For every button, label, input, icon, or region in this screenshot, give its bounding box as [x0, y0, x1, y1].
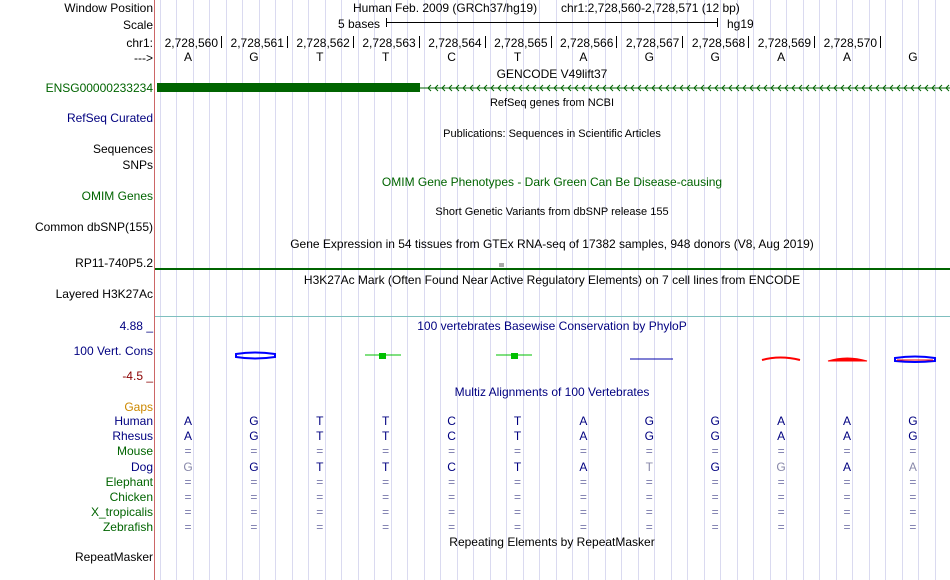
alignment-base: = [843, 474, 851, 489]
alignment-base: = [184, 490, 192, 504]
phylop-max-label: 4.88 _ [119, 319, 153, 333]
alignment-base: = [448, 520, 456, 535]
alignment-base: = [909, 444, 917, 459]
alignment-base: = [909, 505, 917, 520]
alignment-base: A [183, 414, 193, 428]
ruler-coordinate: 2,728,563 [362, 36, 416, 50]
alignment-base: = [711, 490, 719, 504]
ruler-tick [485, 36, 486, 48]
phylop-mark [895, 357, 935, 363]
scale-bar [386, 22, 717, 23]
alignment-species-label[interactable]: X_tropicalis [90, 505, 153, 520]
alignment-base: = [777, 520, 785, 535]
dbsnp-track-title[interactable]: Short Genetic Variants from dbSNP release 155 [435, 206, 669, 218]
window-position-label: Window Position [64, 1, 153, 15]
alignment-base: A [183, 429, 193, 444]
phylop-top-border [155, 316, 950, 317]
alignment-base: = [909, 520, 917, 535]
alignment-base: A [908, 459, 917, 474]
gencode-intron-line[interactable] [420, 80, 950, 96]
ruler-tick [814, 36, 815, 48]
phylop-track-title[interactable]: 100 vertebrates Basewise Conservation by PhyloP [417, 319, 687, 333]
assembly-title: Human Feb. 2009 (GRCh37/hg19) [353, 1, 538, 15]
phylop-mark [496, 353, 532, 359]
scale-label: Scale [122, 18, 153, 32]
ruler-tick [353, 36, 354, 48]
alignment-base: T [382, 459, 390, 474]
alignment-base: A [842, 459, 852, 474]
alignment-base: = [448, 444, 456, 459]
alignment-base: = [316, 444, 324, 459]
ruler-tick [419, 36, 420, 48]
alignment-base: = [382, 520, 390, 535]
alignment-species-label[interactable]: Mouse [116, 444, 153, 459]
alignment-species-label[interactable]: Rhesus [112, 429, 153, 444]
alignment-base: G [249, 459, 259, 474]
alignment-base: A [579, 414, 588, 428]
alignment-base: T [316, 429, 324, 444]
alignment-base: = [579, 490, 587, 504]
alignment-base: = [184, 505, 192, 520]
alignment-base: G [908, 429, 918, 444]
alignment-base: = [382, 505, 390, 520]
alignment-base: = [250, 520, 258, 535]
alignment-base: = [579, 505, 587, 520]
alignment-base: = [184, 444, 192, 459]
alignment-base: G [776, 459, 786, 474]
alignment-base: = [513, 474, 522, 489]
ruler-tick [682, 36, 683, 48]
h3k27ac-track-label[interactable]: Layered H3K27Ac [55, 287, 153, 301]
h3k27ac-track-title[interactable]: H3K27Ac Mark (Often Found Near Active Regulatory Elements) on 7 cell lines from ENCODE [303, 273, 801, 287]
refseq-track-label[interactable]: RefSeq Curated [66, 111, 153, 125]
alignment-base: = [777, 490, 785, 504]
alignment-base: = [579, 444, 587, 459]
ruler-tick [287, 36, 288, 48]
reference-base: A [579, 50, 588, 64]
alignment-base: = [843, 490, 851, 504]
alignment-base: A [777, 429, 786, 444]
alignment-base: T [645, 459, 653, 474]
alignment-base: = [711, 520, 719, 535]
ruler-coordinate: 2,728,564 [428, 36, 482, 50]
alignment-base: = [909, 474, 917, 489]
phylop-mark [828, 358, 867, 361]
alignment-base: = [513, 505, 522, 520]
alignment-base: C [447, 414, 456, 428]
gencode-track-title[interactable]: GENCODE V49lift37 [496, 67, 608, 81]
ruler-coordinate: 2,728,570 [823, 36, 877, 50]
alignment-base: = [250, 490, 258, 504]
alignment-base: = [645, 490, 653, 504]
alignment-base: A [842, 429, 852, 444]
phylop-track-label[interactable]: 100 Vert. Cons [73, 344, 153, 358]
alignment-base: = [909, 490, 917, 504]
alignment-base: A [777, 414, 786, 428]
alignment-base: = [513, 444, 522, 459]
alignment-base: C [447, 429, 456, 444]
gtex-gene-bar[interactable] [155, 268, 950, 270]
reference-base: G [644, 50, 654, 64]
publications-track-title[interactable]: Publications: Sequences in Scientific Articles [443, 128, 661, 140]
scale-value: 5 bases [338, 17, 381, 31]
alignment-base: = [777, 444, 785, 459]
alignment-base: = [448, 505, 456, 520]
alignment-species-label[interactable]: Human [114, 414, 153, 428]
ruler-tick [551, 36, 552, 48]
alignment-base: T [513, 414, 522, 428]
alignment-base: G [710, 429, 720, 444]
alignment-base: = [843, 520, 851, 535]
ruler-coordinate: 2,728,566 [560, 36, 614, 50]
alignment-base: = [579, 474, 587, 489]
gtex-track-title[interactable]: Gene Expression in 54 tissues from GTEx RNA-seq of 17382 samples, 948 donors (V8, Aug 2019) [290, 237, 814, 251]
alignment-base: = [645, 505, 653, 520]
alignment-base: = [316, 474, 324, 489]
omim-track-label[interactable]: OMIM Genes [81, 189, 153, 203]
alignment-base: = [250, 444, 258, 459]
ruler-coordinate: 2,728,569 [757, 36, 812, 50]
alignment-base: = [843, 505, 851, 520]
reference-base: G [249, 50, 259, 64]
alignment-base: G [908, 414, 918, 428]
alignment-base: T [382, 414, 390, 428]
omim-track-title[interactable]: OMIM Gene Phenotypes - Dark Green Can Be Disease-causing [381, 175, 723, 189]
alignment-base: = [184, 520, 192, 535]
sequences-track-label[interactable]: Sequences [92, 142, 153, 156]
alignment-base: = [316, 505, 324, 520]
phylop-min-label: -4.5 _ [122, 369, 153, 383]
alignment-species-label[interactable]: Dog [130, 459, 153, 474]
repeatmasker-track-label[interactable]: RepeatMasker [74, 550, 153, 564]
gencode-track-label[interactable]: ENSG00000233234 [45, 81, 153, 95]
gtex-track-label[interactable]: RP11-740P5.2 [75, 256, 153, 270]
repeatmasker-track-title[interactable]: Repeating Elements by RepeatMasker [449, 535, 655, 549]
alignment-base: G [183, 459, 193, 474]
alignment-base: = [645, 520, 653, 535]
alignment-base: G [249, 429, 259, 444]
alignment-base: G [249, 414, 259, 428]
alignment-base: = [382, 474, 390, 489]
alignment-base: = [382, 490, 390, 504]
reference-base: A [842, 50, 852, 64]
scale-bar-right-cap [717, 18, 718, 27]
phylop-mark [762, 358, 800, 361]
alignment-base: T [382, 429, 390, 444]
alignment-base: T [513, 459, 522, 474]
alignment-base: = [711, 474, 719, 489]
alignment-base: G [644, 414, 654, 428]
alignment-base: = [250, 474, 258, 489]
alignment-base: = [382, 444, 390, 459]
chrom-label: chr1: [126, 36, 153, 50]
position-text[interactable]: chr1:2,728,560-2,728,571 (12 bp) [561, 1, 740, 15]
alignment-base: = [579, 520, 587, 535]
alignment-base: = [843, 444, 851, 459]
scale-bar-left-cap [386, 18, 387, 27]
alignment-base: = [777, 505, 785, 520]
alignment-species-label[interactable]: Elephant [105, 474, 153, 489]
alignment-species-label[interactable]: Zebrafish [102, 520, 153, 535]
ruler-tick [616, 36, 617, 48]
alignment-base: A [579, 429, 588, 444]
ruler-coordinate: 2,728,562 [296, 36, 350, 50]
alignment-base: = [316, 520, 324, 535]
ruler-tick [880, 36, 881, 48]
phylop-mark [236, 353, 275, 359]
alignment-base: = [184, 474, 192, 489]
ruler-coordinate: 2,728,560 [164, 36, 218, 50]
ruler-tick [221, 36, 222, 48]
alignment-base: = [711, 505, 719, 520]
alignment-base: = [250, 505, 258, 520]
ruler-coordinate: 2,728,565 [494, 36, 548, 50]
refseq-track-title[interactable]: RefSeq genes from NCBI [489, 97, 615, 109]
alignment-base: G [710, 459, 720, 474]
reference-base: T [382, 50, 390, 64]
reference-base: G [908, 50, 918, 64]
alignment-base: G [644, 429, 654, 444]
alignment-base: = [645, 474, 653, 489]
alignment-species-label[interactable]: Chicken [109, 490, 153, 504]
alignment-base: = [513, 520, 522, 535]
gencode-exon-block[interactable] [157, 83, 420, 92]
alignment-base: T [316, 414, 324, 428]
alignment-base: = [316, 490, 324, 504]
alignment-base: = [448, 490, 456, 504]
strand-label: ---> [134, 51, 153, 65]
dbsnp-track-label[interactable]: Common dbSNP(155) [34, 220, 153, 234]
ruler-coordinate: 2,728,568 [691, 36, 746, 50]
reference-base: A [183, 50, 193, 64]
multiz-track-title[interactable]: Multiz Alignments of 100 Vertebrates [454, 385, 650, 399]
reference-base: C [447, 50, 456, 64]
reference-base: G [710, 50, 720, 64]
alignment-base: G [710, 414, 720, 428]
alignment-base: C [447, 459, 456, 474]
alignment-base: A [842, 414, 852, 428]
phylop-signal[interactable] [155, 345, 950, 369]
ruler-coordinate: 2,728,567 [625, 36, 680, 50]
snps-track-label[interactable]: SNPs [122, 158, 153, 172]
reference-base: T [316, 50, 324, 64]
gaps-label[interactable]: Gaps [124, 400, 153, 414]
ruler-tick [748, 36, 749, 48]
gtex-expression-marker[interactable] [499, 263, 504, 267]
assembly-short: hg19 [727, 17, 754, 31]
alignment-base: = [513, 490, 522, 504]
alignment-base: T [513, 429, 522, 444]
reference-base: T [513, 50, 522, 64]
alignment-base: = [777, 474, 785, 489]
phylop-mark [365, 353, 401, 359]
ruler-coordinate: 2,728,561 [230, 36, 284, 50]
alignment-base: = [711, 444, 719, 459]
alignment-base: = [448, 474, 456, 489]
alignment-base: T [316, 459, 324, 474]
alignment-base: A [579, 459, 588, 474]
alignment-base: = [645, 444, 653, 459]
reference-base: A [777, 50, 786, 64]
